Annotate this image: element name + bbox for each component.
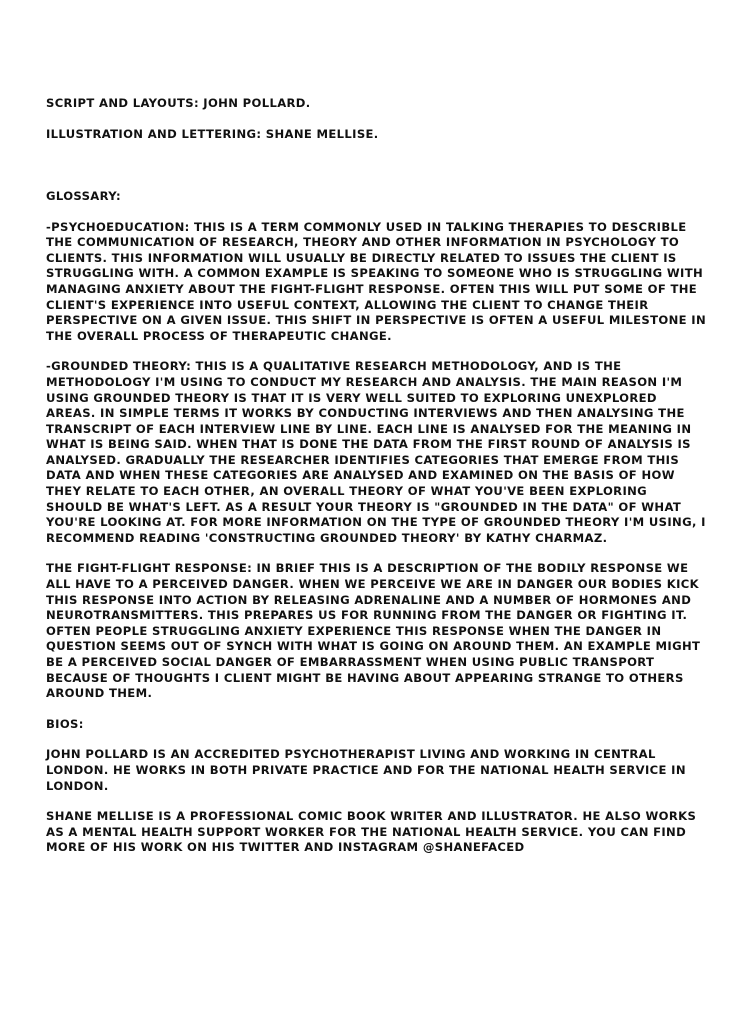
glossary-entry-fight-flight: THE FIGHT-FLIGHT RESPONSE: IN BRIEF THIS IS A DESCRIPTION OF THE BODILY RESPONSE WE ALL HAVE TO A PERCEIVED DANGER. WHEN WE PERCEIVE WE ARE IN DANGER OUR BODIES KICK THIS RESPONSE INTO ACTION BY RELEASING ADRENALINE AND A NUMBER OF HORMONES AND NEUROTRANSMITTERS. THIS PREPARES US FOR RUNNING FROM THE DANGER OR FIGHTING IT. OFTEN PEOPLE STRUGGLING ANXIETY EXPERIENCE THIS RESPONSE WHEN THE DANGER IN QUESTION SEEMS OUT OF SYNCH WITH WHAT IS GOING ON AROUND THEM. AN EXAMPLE MIGHT BE A PERCEIVED SOCIAL DANGER OF EMBARRASSMENT WHEN USING PUBLIC TRANSPORT BECAUSE OF THOUGHTS I CLIENT MIGHT BE HAVING ABOUT APPEARING STRANGE TO OTHERS AROUND THEM.	[46, 561, 701, 701]
bio-john-pollard: JOHN POLLARD IS AN ACCREDITED PSYCHOTHERAPIST LIVING AND WORKING IN CENTRAL LONDON. HE WORKS IN BOTH PRIVATE PRACTICE AND FOR THE NATIONAL HEALTH SERVICE IN LONDON.	[46, 747, 686, 793]
glossary-heading: GLOSSARY:	[46, 188, 121, 203]
credits	[46, 80, 706, 158]
text-page	[46, 80, 706, 871]
bio-shane-mellise: SHANE MELLISE IS A PROFESSIONAL COMIC BOOK WRITER AND ILLUSTRATOR. HE ALSO WORKS AS A MENTAL HEALTH SUPPORT WORKER FOR THE NATIONAL HEALTH SERVICE. YOU CAN FIND MORE OF HIS WORK ON HIS TWITTER AND INSTAGRAM @SHANEFACED	[46, 809, 697, 855]
bios-heading: BIOS:	[46, 716, 84, 731]
script-credit: SCRIPT AND LAYOUTS: JOHN POLLARD.	[46, 95, 311, 110]
glossary-entry-psychoeducation: -PSYCHOEDUCATION: THIS IS A TERM COMMONLY USED IN TALKING THERAPIES TO DESCRIBLE THE COMMUNICATION OF RESEARCH, THEORY AND OTHER INFORMATION IN PSYCHOLOGY TO CLIENTS. THIS INFORMATION WILL USUALLY BE DIRECTLY RELATED TO ISSUES THE CLIENT IS STRUGGLING WITH. A COMMON EXAMPLE IS SPEAKING TO SOMEONE WHO IS STRUGGLING WITH MANAGING ANXIETY ABOUT THE FIGHT-FLIGHT RESPONSE. OFTEN THIS WILL PUT SOME OF THE CLIENT'S EXPERIENCE INTO USEFUL CONTEXT, ALLOWING THE CLIENT TO CHANGE THEIR PERSPECTIVE ON A GIVEN ISSUE. THIS SHIFT IN PERSPECTIVE IS OFTEN A USEFUL MILESTONE IN THE OVERALL PROCESS OF THERAPEUTIC CHANGE.	[46, 219, 707, 343]
illustration-credit: ILLUSTRATION AND LETTERING: SHANE MELLISE.	[46, 126, 379, 141]
glossary-entry-grounded-theory: -GROUNDED THEORY: THIS IS A QUALITATIVE RESEARCH METHODOLOGY, AND IS THE METHODOLOGY I'M USING TO CONDUCT MY RESEARCH AND ANALYSIS. THE MAIN REASON I'M USING GROUNDED THEORY IS THAT IT IS VERY WELL SUITED TO EXPLORING UNEXPLORED AREAS. IN SIMPLE TERMS IT WORKS BY CONDUCTING INTERVIEWS AND THEN ANALYSING THE TRANSCRIPT OF EACH INTERVIEW LINE BY LINE. EACH LINE IS ANALYSED FOR THE MEANING IN WHAT IS BEING SAID. WHEN THAT IS DONE THE DATA FROM THE FIRST ROUND OF ANALYSIS IS ANALYSED. GRADUALLY THE RESEARCHER IDENTIFIES CATEGORIES THAT EMERGE FROM THIS DATA AND WHEN THESE CATEGORIES ARE ANALYSED AND EXAMINED ON THE BASIS OF HOW THEY RELATE TO EACH OTHER, AN OVERALL THEORY OF WHAT YOU'VE BEEN EXPLORING SHOULD BE WHAT'S LEFT. AS A RESULT YOUR THEORY IS "GROUNDED IN THE DATA" OF WHAT YOU'RE LOOKING AT. FOR MORE INFORMATION ON THE TYPE OF GROUNDED THEORY I'M USING, I RECOMMEND READING 'CONSTRUCTING GROUNDED THEORY' BY KATHY CHARMAZ.	[46, 359, 706, 545]
